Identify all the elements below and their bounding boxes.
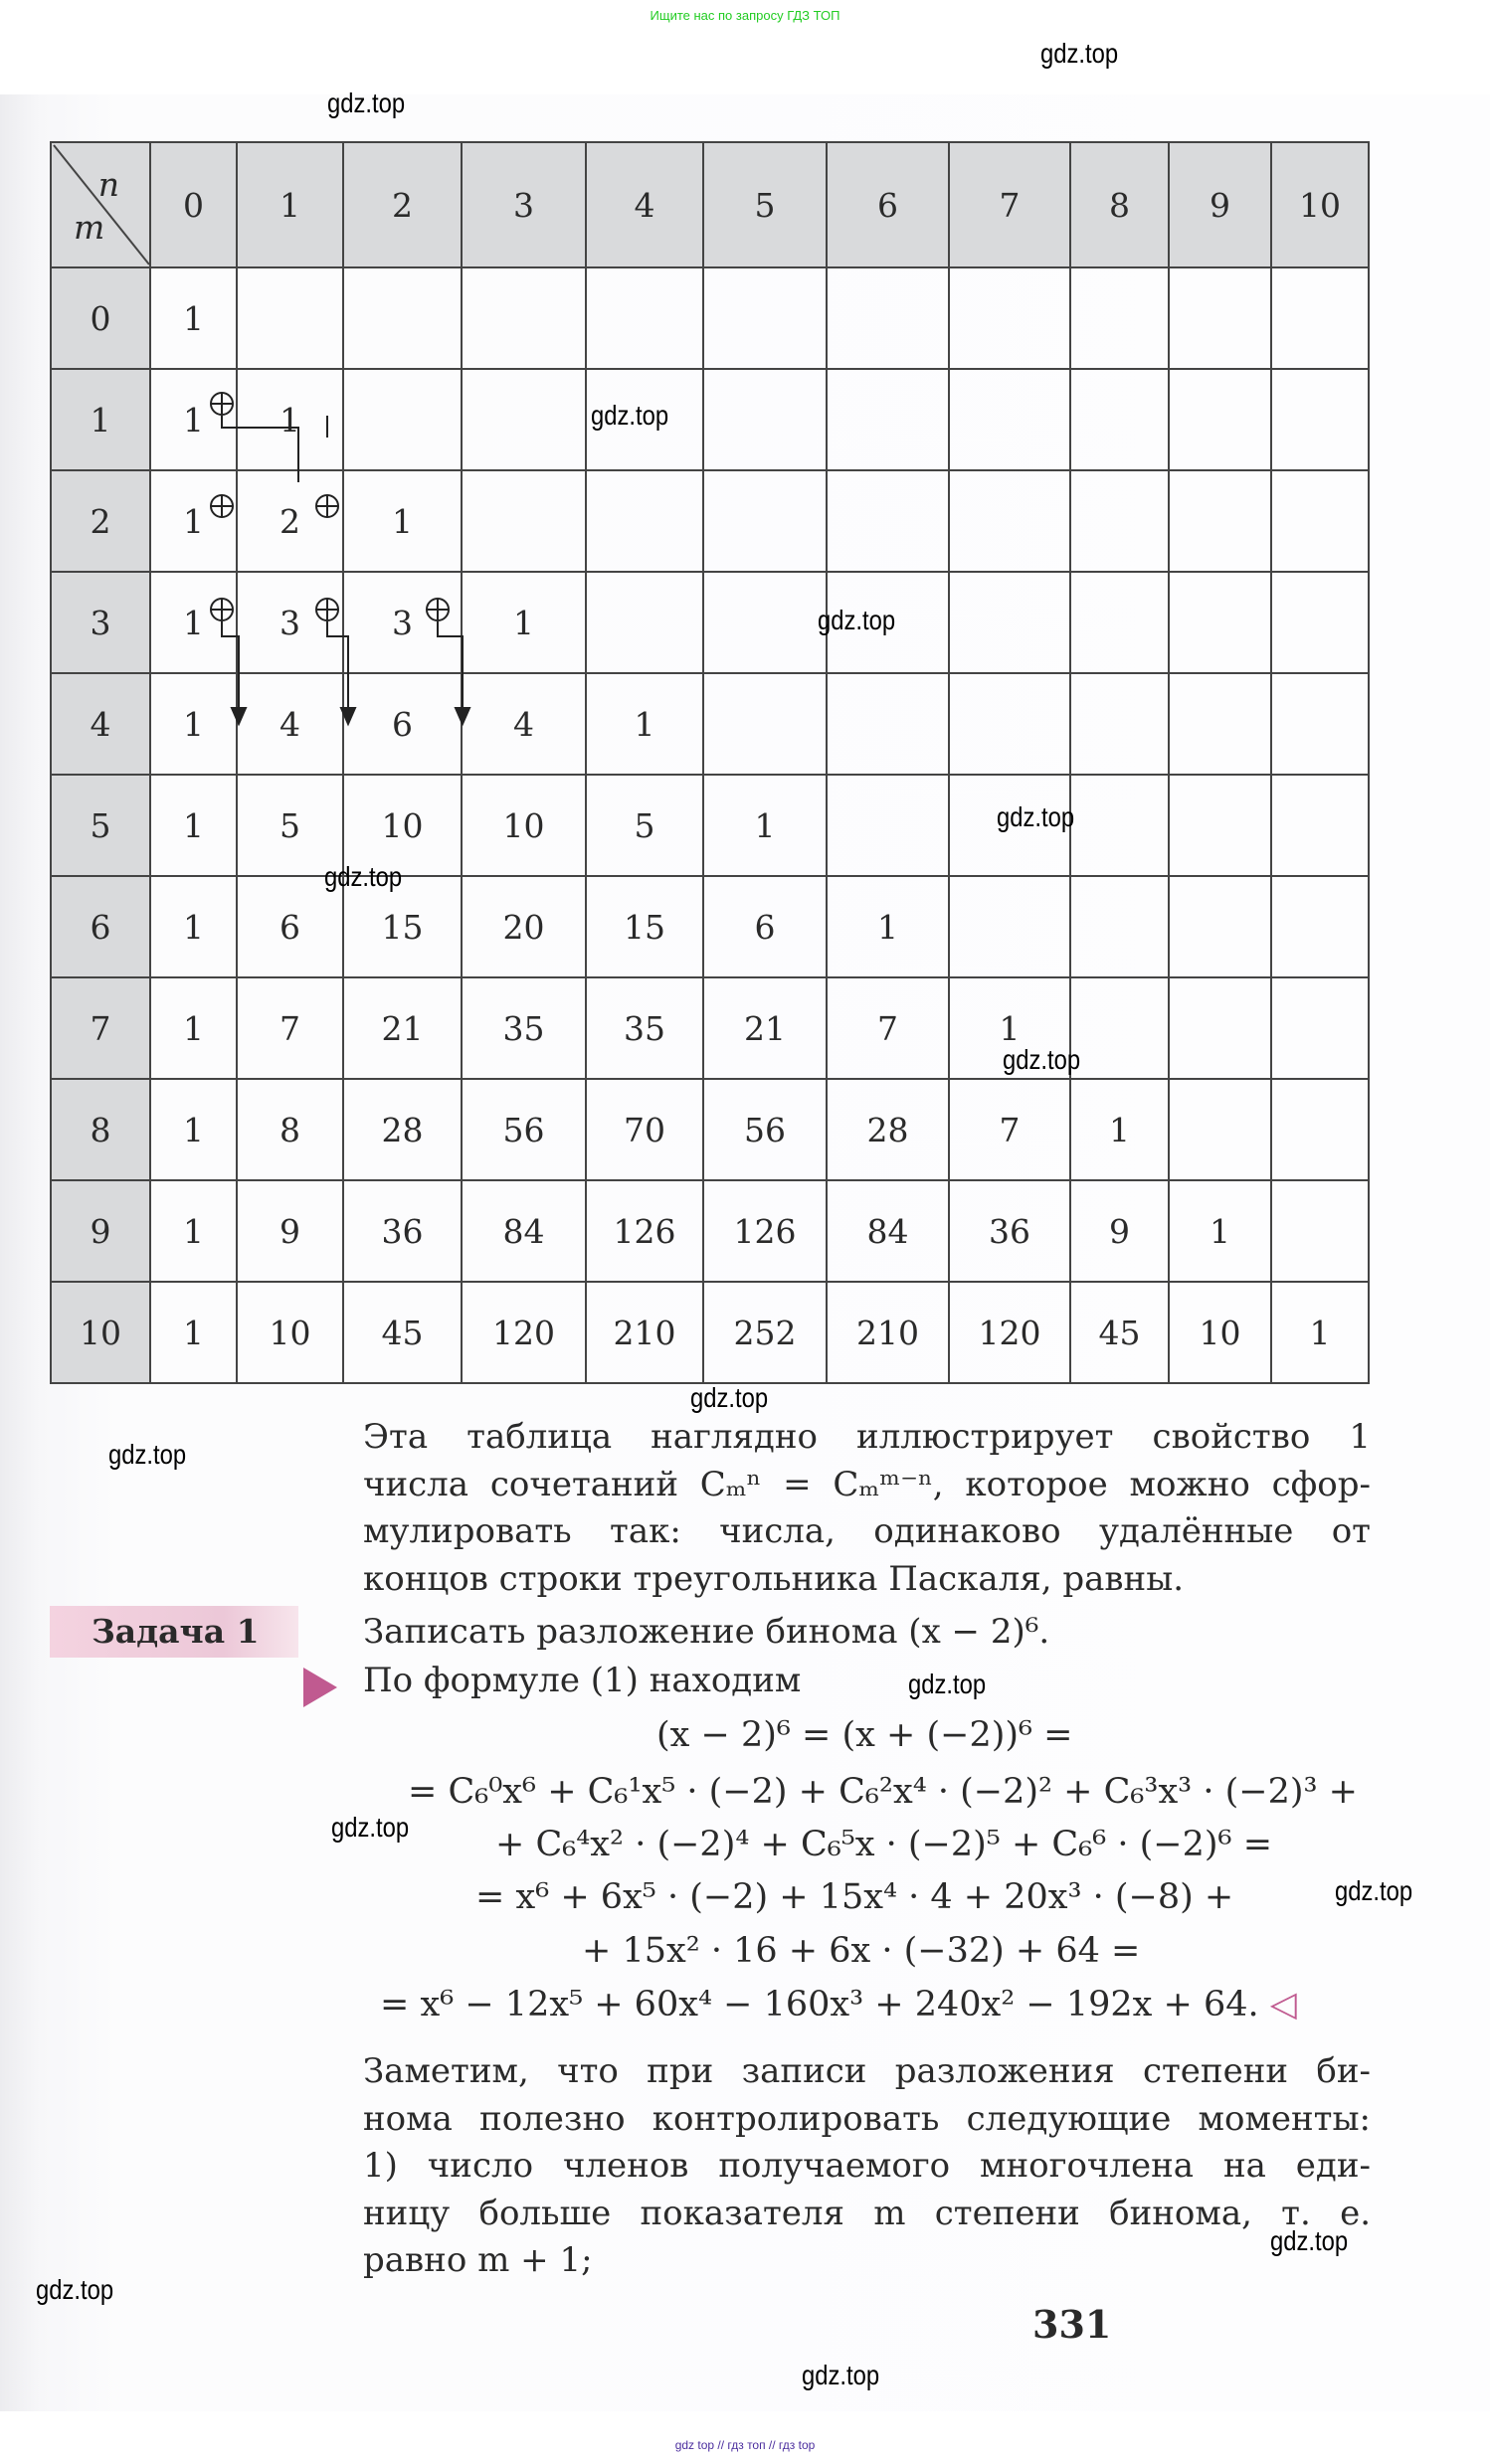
table-cell bbox=[703, 572, 827, 673]
table-cell: 1 bbox=[150, 977, 237, 1079]
table-cell bbox=[1169, 267, 1271, 369]
row-header: 4 bbox=[51, 673, 150, 775]
paragraph-symmetry-property bbox=[363, 1414, 1371, 1603]
table-cell bbox=[1169, 775, 1271, 876]
corner-cell bbox=[51, 142, 150, 267]
table-cell bbox=[1271, 775, 1369, 876]
column-header: 4 bbox=[586, 142, 703, 267]
table-cell: 1 bbox=[150, 267, 237, 369]
table-cell: 8 bbox=[237, 1079, 343, 1180]
row-header: 2 bbox=[51, 470, 150, 572]
table-cell bbox=[949, 673, 1070, 775]
table-cell bbox=[237, 267, 343, 369]
table-cell: 1 bbox=[150, 673, 237, 775]
table-cell: 15 bbox=[586, 876, 703, 977]
table-cell: 5 bbox=[237, 775, 343, 876]
column-header: 10 bbox=[1271, 142, 1369, 267]
table-cell bbox=[1271, 977, 1369, 1079]
watermark: gdz.top bbox=[997, 801, 1075, 832]
column-header: 2 bbox=[343, 142, 462, 267]
watermark: gdz.top bbox=[331, 1812, 410, 1843]
table-cell: 20 bbox=[462, 876, 586, 977]
table-cell bbox=[827, 470, 949, 572]
table-cell bbox=[1070, 470, 1169, 572]
table-cell: 21 bbox=[703, 977, 827, 1079]
table-cell: 10 bbox=[343, 775, 462, 876]
table-cell bbox=[1271, 267, 1369, 369]
table-cell: 1 bbox=[150, 1079, 237, 1180]
row-header: 10 bbox=[51, 1282, 150, 1383]
table-cell: 3 bbox=[343, 572, 462, 673]
table-cell: 4 bbox=[462, 673, 586, 775]
table-cell: 21 bbox=[343, 977, 462, 1079]
row-header: 3 bbox=[51, 572, 150, 673]
watermark: gdz.top bbox=[818, 605, 896, 635]
table-cell: 9 bbox=[1070, 1180, 1169, 1282]
table-cell bbox=[462, 470, 586, 572]
table-cell: 6 bbox=[703, 876, 827, 977]
watermark: gdz.top bbox=[690, 1382, 769, 1413]
table-cell bbox=[827, 775, 949, 876]
watermark: gdz.top bbox=[1040, 38, 1119, 69]
table-cell: 35 bbox=[586, 977, 703, 1079]
table-cell: 28 bbox=[343, 1079, 462, 1180]
formula-line: + 15x² · 16 + 6x · (−32) + 64 = bbox=[582, 1931, 1141, 1971]
table-cell: 36 bbox=[343, 1180, 462, 1282]
table-cell bbox=[827, 369, 949, 470]
table-cell: 1 bbox=[1070, 1079, 1169, 1180]
text-line: Эта таблица наглядно иллюстрирует свойство 1 bbox=[363, 1417, 1371, 1457]
table-cell bbox=[1271, 1180, 1369, 1282]
pascal-triangle-table bbox=[50, 141, 1370, 1384]
table-cell bbox=[586, 470, 703, 572]
table-cell: 126 bbox=[703, 1180, 827, 1282]
table-cell bbox=[586, 572, 703, 673]
table-cell: 7 bbox=[827, 977, 949, 1079]
table-cell: 9 bbox=[237, 1180, 343, 1282]
watermark: gdz.top bbox=[1270, 2225, 1349, 2256]
table-cell: 7 bbox=[237, 977, 343, 1079]
table-cell bbox=[1070, 876, 1169, 977]
formula-line: = C₆⁰x⁶ + C₆¹x⁵ · (−2) + C₆²x⁴ · (−2)² + C₆³x³ · (−2)³ + bbox=[408, 1772, 1358, 1812]
table-cell: 1 bbox=[150, 1282, 237, 1383]
table-cell bbox=[1169, 977, 1271, 1079]
table-cell bbox=[703, 369, 827, 470]
m-label: m bbox=[74, 208, 105, 247]
table-row bbox=[51, 977, 1369, 1079]
table-cell bbox=[343, 369, 462, 470]
table-cell: 84 bbox=[462, 1180, 586, 1282]
table-cell bbox=[949, 369, 1070, 470]
table-cell: 252 bbox=[703, 1282, 827, 1383]
table-cell bbox=[1271, 572, 1369, 673]
table-row bbox=[51, 1079, 1369, 1180]
column-header: 5 bbox=[703, 142, 827, 267]
table-cell bbox=[586, 267, 703, 369]
table-cell bbox=[1070, 572, 1169, 673]
table-cell: 35 bbox=[462, 977, 586, 1079]
text-line: ницу больше показателя m степени бинома, т. е. bbox=[363, 2193, 1371, 2233]
page-number: 331 bbox=[1032, 2302, 1112, 2347]
table-cell: 10 bbox=[462, 775, 586, 876]
table-cell: 1 bbox=[586, 673, 703, 775]
table-cell: 1 bbox=[949, 977, 1070, 1079]
column-header: 3 bbox=[462, 142, 586, 267]
table-cell: 1 bbox=[150, 572, 237, 673]
n-label: n bbox=[97, 165, 119, 204]
table-cell bbox=[949, 267, 1070, 369]
table-cell bbox=[703, 470, 827, 572]
table-row bbox=[51, 369, 1369, 470]
table-cell bbox=[462, 369, 586, 470]
table-cell bbox=[1271, 470, 1369, 572]
table-cell bbox=[1169, 673, 1271, 775]
footer-banner: gdz top // гдз топ // гдз top bbox=[674, 2438, 816, 2452]
table-row bbox=[51, 1282, 1369, 1383]
table-cell: 210 bbox=[586, 1282, 703, 1383]
table-cell: 1 bbox=[150, 369, 237, 470]
formula-result: = x⁶ − 12x⁵ + 60x⁴ − 160x³ + 240x² − 192x + 64. bbox=[380, 1985, 1259, 2024]
row-header: 9 bbox=[51, 1180, 150, 1282]
table-cell bbox=[703, 267, 827, 369]
paragraph-remarks bbox=[363, 2048, 1371, 2285]
table-cell: 1 bbox=[462, 572, 586, 673]
column-header: 8 bbox=[1070, 142, 1169, 267]
column-header: 1 bbox=[237, 142, 343, 267]
column-header: 0 bbox=[150, 142, 237, 267]
table-cell: 1 bbox=[703, 775, 827, 876]
formula-line: + C₆⁴x² · (−2)⁴ + C₆⁵x · (−2)⁵ + C₆⁶ · (−2)⁶ = bbox=[495, 1825, 1273, 1864]
table-cell: 70 bbox=[586, 1079, 703, 1180]
table-cell: 1 bbox=[827, 876, 949, 977]
table-cell bbox=[703, 673, 827, 775]
column-header: 9 bbox=[1169, 142, 1271, 267]
table-row bbox=[51, 470, 1369, 572]
table-cell: 1 bbox=[1169, 1180, 1271, 1282]
table-cell: 5 bbox=[586, 775, 703, 876]
watermark: gdz.top bbox=[802, 2360, 880, 2390]
solution-marker-icon bbox=[303, 1668, 337, 1707]
table-row bbox=[51, 572, 1369, 673]
table-cell: 28 bbox=[827, 1079, 949, 1180]
table-cell bbox=[1169, 369, 1271, 470]
end-of-solution-icon: ◁ bbox=[1269, 1985, 1297, 2024]
table-cell: 3 bbox=[237, 572, 343, 673]
table-cell: 56 bbox=[462, 1079, 586, 1180]
table-cell: 6 bbox=[237, 876, 343, 977]
table-cell: 210 bbox=[827, 1282, 949, 1383]
watermark: gdz.top bbox=[1003, 1044, 1081, 1075]
row-header: 6 bbox=[51, 876, 150, 977]
table-cell: 45 bbox=[1070, 1282, 1169, 1383]
formula-line: = x⁶ + 6x⁵ · (−2) + 15x⁴ · 4 + 20x³ · (−8) + bbox=[475, 1877, 1234, 1917]
table-cell bbox=[1271, 876, 1369, 977]
table-cell: 1 bbox=[150, 876, 237, 977]
header-row bbox=[51, 142, 1369, 267]
column-header: 7 bbox=[949, 142, 1070, 267]
text-line: числа сочетаний Cₘⁿ = Cₘᵐ⁻ⁿ, которое можно сфор- bbox=[363, 1464, 1371, 1504]
table-row bbox=[51, 673, 1369, 775]
table-cell bbox=[1070, 977, 1169, 1079]
solution-intro: По формуле (1) находим bbox=[363, 1661, 802, 1700]
table-cell: 84 bbox=[827, 1180, 949, 1282]
table-cell: 4 bbox=[237, 673, 343, 775]
table-cell bbox=[462, 267, 586, 369]
table-cell bbox=[1169, 876, 1271, 977]
watermark: gdz.top bbox=[324, 861, 403, 892]
table-row bbox=[51, 267, 1369, 369]
table-cell bbox=[827, 673, 949, 775]
table-cell: 10 bbox=[1169, 1282, 1271, 1383]
table-cell: 126 bbox=[586, 1180, 703, 1282]
watermark: gdz.top bbox=[591, 400, 669, 431]
table-cell bbox=[1070, 267, 1169, 369]
table-cell: 36 bbox=[949, 1180, 1070, 1282]
text-line: концов строки треугольника Паскаля, равны. bbox=[363, 1558, 1185, 1599]
table-cell bbox=[1271, 1079, 1369, 1180]
formula-line bbox=[380, 1985, 1297, 2024]
table-cell bbox=[1169, 470, 1271, 572]
row-header: 7 bbox=[51, 977, 150, 1079]
table-cell: 2 bbox=[237, 470, 343, 572]
table-cell: 15 bbox=[343, 876, 462, 977]
table-cell bbox=[1070, 369, 1169, 470]
text-line: равно m + 1; bbox=[363, 2240, 593, 2280]
table-cell: 1 bbox=[237, 369, 343, 470]
table-row bbox=[51, 1180, 1369, 1282]
watermark: gdz.top bbox=[1335, 1875, 1413, 1906]
top-banner: Ищите нас по запросу ГДЗ ТОП bbox=[650, 8, 840, 23]
text-line: нома полезно контролировать следующие моменты: bbox=[363, 2098, 1371, 2139]
table-cell: 1 bbox=[150, 775, 237, 876]
table-row bbox=[51, 876, 1369, 977]
table-row bbox=[51, 775, 1369, 876]
table-cell: 6 bbox=[343, 673, 462, 775]
row-header: 5 bbox=[51, 775, 150, 876]
table-cell bbox=[1169, 572, 1271, 673]
formula-line: (x − 2)⁶ = (x + (−2))⁶ = bbox=[656, 1715, 1073, 1755]
table-cell bbox=[1070, 673, 1169, 775]
row-header: 1 bbox=[51, 369, 150, 470]
table-cell bbox=[827, 267, 949, 369]
table-cell: 56 bbox=[703, 1079, 827, 1180]
table-cell: 10 bbox=[237, 1282, 343, 1383]
table-cell bbox=[1271, 369, 1369, 470]
table-cell: 1 bbox=[150, 470, 237, 572]
column-header: 6 bbox=[827, 142, 949, 267]
table-cell bbox=[1169, 1079, 1271, 1180]
task-label: Задача 1 bbox=[50, 1606, 298, 1658]
row-header: 0 bbox=[51, 267, 150, 369]
watermark: gdz.top bbox=[36, 2274, 114, 2305]
task-statement: Записать разложение бинома (x − 2)⁶. bbox=[363, 1612, 1050, 1652]
watermark: gdz.top bbox=[908, 1669, 987, 1699]
row-header: 8 bbox=[51, 1079, 150, 1180]
table-cell bbox=[949, 572, 1070, 673]
table-cell bbox=[949, 876, 1070, 977]
table-cell: 120 bbox=[462, 1282, 586, 1383]
text-line: 1) число членов получаемого многочлена на еди- bbox=[363, 2146, 1371, 2186]
table-cell: 45 bbox=[343, 1282, 462, 1383]
table-cell: 1 bbox=[1271, 1282, 1369, 1383]
table-cell bbox=[949, 470, 1070, 572]
table-cell bbox=[343, 267, 462, 369]
table-cell bbox=[1070, 775, 1169, 876]
table-cell: 120 bbox=[949, 1282, 1070, 1383]
table-cell: 7 bbox=[949, 1079, 1070, 1180]
text-line: Заметим, что при записи разложения степени би- bbox=[363, 2051, 1371, 2091]
table-cell: 1 bbox=[150, 1180, 237, 1282]
table-cell: 1 bbox=[343, 470, 462, 572]
watermark: gdz.top bbox=[108, 1439, 187, 1470]
text-line: мулировать так: числа, одинаково удалённые от bbox=[363, 1511, 1371, 1551]
watermark: gdz.top bbox=[327, 88, 406, 118]
table-cell bbox=[1271, 673, 1369, 775]
